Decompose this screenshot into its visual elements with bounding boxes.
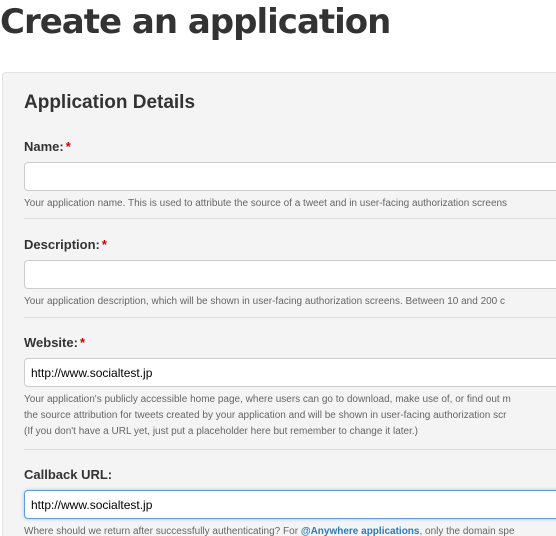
website-help-line: (If you don't have a URL yet, just put a placeholder here but remember to change it later.): [24, 426, 418, 437]
description-required-mark: *: [101, 237, 107, 252]
description-help-text: Your application description, which will be shown in user-facing authorization screens. Between 10 and 200 c: [24, 296, 506, 307]
name-input[interactable]: [24, 162, 556, 191]
website-input[interactable]: [24, 358, 556, 387]
website-help-line: Your application's publicly accessible home page, where users can go to download, make use of, or find out m: [24, 394, 511, 405]
name-label: [24, 138, 556, 155]
description-label: [24, 236, 556, 253]
callback-url-input[interactable]: [24, 490, 556, 519]
divider: [24, 218, 556, 219]
description-input[interactable]: [24, 260, 556, 289]
name-required-mark: *: [65, 139, 71, 154]
page-title: Create an application: [0, 2, 391, 42]
website-label-text: Website:: [24, 335, 78, 350]
callback-help-text: [24, 524, 556, 536]
callback-label: [24, 466, 556, 483]
divider: [24, 449, 556, 450]
section-title: Application Details: [24, 92, 196, 113]
application-details-panel: [2, 72, 556, 536]
name-label-text: Name:: [24, 139, 64, 154]
callback-help-prefix: Where should we return after successfully authenticating? For: [24, 526, 301, 536]
description-label-text: Description:: [24, 237, 100, 252]
callback-label-text: Callback URL:: [24, 467, 113, 482]
callback-field-group: [24, 466, 556, 536]
callback-help-suffix: , only the domain spe: [419, 526, 515, 536]
divider: [24, 317, 556, 318]
name-field-group: [24, 138, 556, 212]
website-label: [24, 334, 556, 351]
name-help-text: Your application name. This is used to attribute the source of a tweet and in user-facing authorization screens: [24, 198, 508, 209]
website-help-text: [24, 392, 556, 440]
anywhere-applications-link[interactable]: @Anywhere applications: [300, 526, 420, 536]
description-field-group: [24, 236, 556, 310]
website-required-mark: *: [79, 335, 85, 350]
website-field-group: [24, 334, 556, 440]
website-help-line: the source attribution for tweets created by your application and will be shown in user-facing authorization scr: [24, 410, 507, 421]
